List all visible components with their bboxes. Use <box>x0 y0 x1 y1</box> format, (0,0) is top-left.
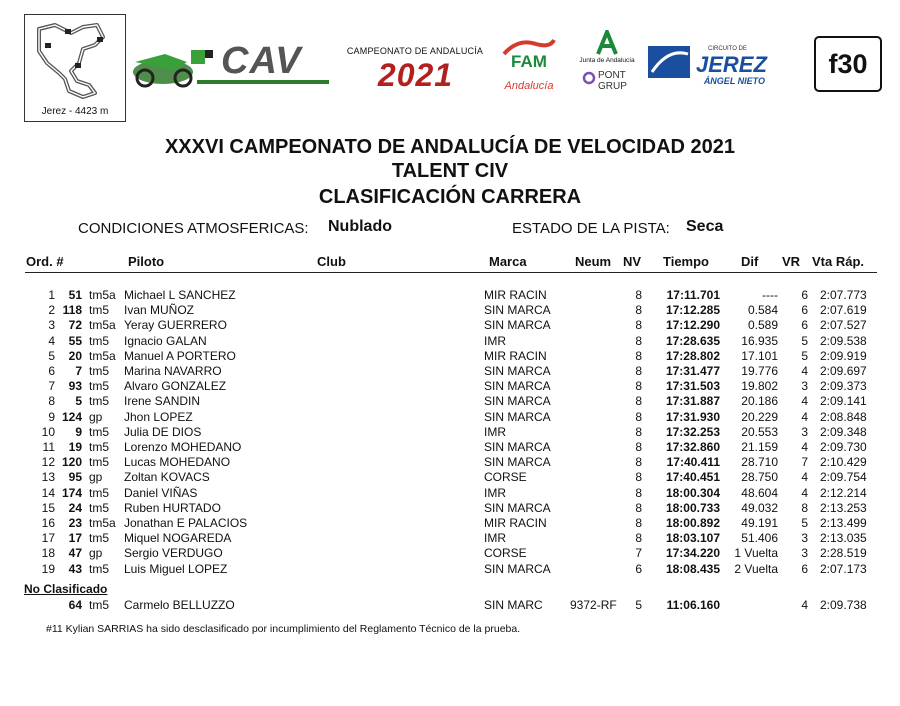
cell-vta: 2:13.035 <box>820 531 867 546</box>
cell-number: 19 <box>68 440 82 454</box>
cell-nv: 8 <box>635 424 642 439</box>
cell-dif: 20.186 <box>741 394 778 409</box>
cell-piloto: Manuel A PORTERO <box>124 348 236 363</box>
cell-vta: 2:07.773 <box>820 288 867 302</box>
pontgrup-text: PONT GRUP <box>598 70 627 92</box>
cell-dif: ---- <box>762 288 778 302</box>
cell-piloto: Ruben HURTADO <box>124 500 221 515</box>
cell-dif: 28.710 <box>741 455 778 470</box>
cell-piloto: Lucas MOHEDANO <box>124 455 231 470</box>
cell-club: tm5 <box>89 561 110 576</box>
table-row <box>0 486 900 501</box>
track-map-box <box>24 14 126 122</box>
cell-piloto: Sergio VERDUGO <box>124 546 223 561</box>
cell-number: 23 <box>68 516 82 530</box>
cell-vr: 4 <box>801 394 808 409</box>
cell-piloto: Miquel NOGAREDA <box>124 531 232 546</box>
cell-nv: 8 <box>635 500 642 515</box>
col-header-nv: NV <box>623 254 642 269</box>
junta-a-icon <box>576 30 638 56</box>
cell-vta: 2:12.214 <box>820 485 867 500</box>
cell-vta: 2:09.697 <box>820 364 867 378</box>
table-row <box>0 562 900 577</box>
cell-vta: 2:09.373 <box>820 379 867 394</box>
cell-vr: 3 <box>801 424 808 439</box>
cell-vta: 2:09.738 <box>820 598 867 612</box>
cell-vta: 2:07.619 <box>820 303 867 318</box>
pontgrup-icon <box>582 70 596 86</box>
cell-tiempo: 17:28.635 <box>665 333 720 348</box>
track-length-label: Jerez - 4423 m <box>41 106 109 117</box>
cell-ord: 17 <box>41 531 55 546</box>
cell-marca: SIN MARCA <box>484 364 551 378</box>
cell-piloto: Ignacio GALAN <box>124 333 207 348</box>
cell-tiempo: 17:12.290 <box>665 318 720 333</box>
cell-tiempo: 17:34.220 <box>665 546 720 561</box>
cell-club: tm5 <box>89 455 110 470</box>
cell-tiempo: 17:32.253 <box>665 424 720 439</box>
col-header-club: Club <box>317 254 346 269</box>
cell-vta: 2:09.538 <box>820 333 867 348</box>
cell-number: 47 <box>68 546 82 561</box>
title-classification: CLASIFICACIÓN CARRERA <box>318 186 582 208</box>
cell-number: 43 <box>68 561 82 576</box>
cell-tiempo: 17:11.701 <box>666 288 720 302</box>
cell-piloto: Irene SANDIN <box>124 394 201 409</box>
cell-ord: 5 <box>48 348 55 363</box>
cell-tiempo: 11:06.160 <box>666 598 720 612</box>
table-row <box>0 470 900 485</box>
cell-piloto: Julia DE DIOS <box>124 424 202 439</box>
cell-tiempo: 17:12.285 <box>665 303 720 318</box>
cell-number: 51 <box>68 288 82 302</box>
table-row <box>0 364 900 379</box>
cell-piloto: Luis Miguel LOPEZ <box>124 561 228 576</box>
cell-vr: 3 <box>801 379 808 394</box>
col-header-vr: VR <box>782 254 801 269</box>
cell-dif: 0.584 <box>747 303 778 318</box>
cell-piloto: Jonathan E PALACIOS <box>124 516 248 530</box>
cell-club: tm5a <box>89 288 116 302</box>
col-header-tiempo: Tiempo <box>663 254 709 269</box>
cell-dif: 19.802 <box>741 379 778 394</box>
cell-vta: 2:09.730 <box>820 440 867 454</box>
cell-number: 7 <box>75 364 82 378</box>
cell-vta: 2:09.919 <box>820 348 867 363</box>
cell-dif: 49.191 <box>741 516 778 530</box>
cell-dif: 20.553 <box>741 424 778 439</box>
cell-marca: CORSE <box>484 470 527 485</box>
cell-number: 124 <box>61 409 82 424</box>
cell-vr: 4 <box>801 409 808 424</box>
cell-vr: 7 <box>801 455 808 470</box>
col-header-ord: Ord. # <box>26 254 64 269</box>
table-row <box>0 425 900 440</box>
cell-number: 93 <box>68 379 82 394</box>
cell-marca: SIN MARCA <box>484 500 551 515</box>
fam-logo-text: FAM <box>511 52 547 71</box>
cell-tiempo: 17:31.887 <box>665 394 720 409</box>
cell-tiempo: 17:40.451 <box>665 470 720 485</box>
junta-logo <box>576 30 638 98</box>
cell-marca: MIR RACIN <box>484 348 547 363</box>
table-row <box>0 440 900 455</box>
cell-nv: 8 <box>635 348 642 363</box>
cell-club: tm5 <box>89 440 110 454</box>
table-row <box>0 455 900 470</box>
cell-dif: 2 Vuelta <box>734 561 778 576</box>
cell-marca: SIN MARC <box>484 598 543 612</box>
table-row <box>0 546 900 561</box>
cell-marca: SIN MARCA <box>484 318 551 333</box>
cell-tiempo: 17:28.802 <box>665 348 720 363</box>
cell-ord: 1 <box>48 288 55 302</box>
cell-club: tm5 <box>89 394 110 409</box>
col-header-neum: Neum <box>575 254 612 269</box>
cell-vr: 4 <box>801 440 808 454</box>
jerez-swoosh-icon <box>648 44 692 80</box>
track-state-label: ESTADO DE LA PISTA: <box>512 220 670 237</box>
document-code-badge: f30 <box>814 36 882 92</box>
cell-piloto: Ivan MUÑOZ <box>124 303 195 318</box>
fam-logo <box>496 36 562 98</box>
cell-marca: CORSE <box>484 546 527 561</box>
cell-club: tm5a <box>89 516 116 530</box>
cell-nv: 8 <box>635 303 642 318</box>
cell-club: tm5 <box>89 333 110 348</box>
title-category: TALENT CIV <box>391 160 509 182</box>
cell-nv: 5 <box>635 598 642 612</box>
cell-vta: 2:09.348 <box>820 424 867 439</box>
cell-club: tm5 <box>89 364 110 378</box>
table-row <box>0 410 900 425</box>
header-divider <box>25 272 877 273</box>
cell-vr: 6 <box>801 303 808 318</box>
cell-ord: 8 <box>48 394 55 409</box>
cell-vr: 8 <box>801 500 808 515</box>
cell-nv: 8 <box>635 394 642 409</box>
cell-nv: 8 <box>635 288 642 302</box>
cell-ord: 12 <box>41 455 55 470</box>
cell-piloto: Carmelo BELLUZZO <box>124 598 235 612</box>
fam-sub-text: Andalucía <box>504 80 554 92</box>
no-clasificado-title: No Clasificado <box>24 582 108 596</box>
cell-ord: 2 <box>48 303 55 318</box>
cell-vr: 3 <box>801 531 808 546</box>
table-row <box>0 598 900 613</box>
cell-piloto: Alvaro GONZALEZ <box>124 379 227 394</box>
cell-vta: 2:09.141 <box>820 394 867 409</box>
jerez-logo <box>648 44 770 80</box>
weather-value: Nublado <box>328 218 392 235</box>
cell-nv: 8 <box>635 409 642 424</box>
cell-ord: 9 <box>48 409 55 424</box>
cell-nv: 7 <box>635 546 642 561</box>
cell-number: 72 <box>68 318 82 333</box>
cell-vta: 2:07.527 <box>820 318 867 333</box>
table-row <box>0 349 900 364</box>
cell-number: 95 <box>68 470 82 485</box>
cell-club: gp <box>89 546 103 561</box>
cell-vr: 4 <box>801 470 808 485</box>
cell-number: 55 <box>68 333 82 348</box>
cell-marca: SIN MARCA <box>484 440 551 454</box>
cell-nv: 8 <box>635 485 642 500</box>
cell-club: tm5 <box>89 531 110 546</box>
title-championship: XXXVI CAMPEONATO DE ANDALUCÍA DE VELOCIDAD 2021 <box>164 136 736 158</box>
cell-piloto: Yeray GUERRERO <box>124 318 227 333</box>
col-header-piloto: Piloto <box>128 254 165 269</box>
cell-ord: 7 <box>48 379 55 394</box>
cell-club: tm5 <box>89 424 110 439</box>
table-row <box>0 501 900 516</box>
cell-club: tm5 <box>89 598 110 612</box>
cell-dif: 20.229 <box>741 409 778 424</box>
col-header-dif: Dif <box>741 254 759 269</box>
cell-vta: 2:09.754 <box>820 470 867 485</box>
cell-vta: 2:10.429 <box>820 455 867 470</box>
cell-club: tm5a <box>89 318 116 333</box>
disqualification-note: #11 Kylian SARRIAS ha sido desclasificado por incumplimiento del Reglamento Técnico de la prueba. <box>46 623 521 635</box>
cell-club: tm5 <box>89 485 110 500</box>
cav-logo <box>125 40 335 90</box>
cell-vr: 3 <box>801 546 808 561</box>
cell-vta: 2:08.848 <box>820 409 867 424</box>
cell-ord: 4 <box>48 333 55 348</box>
cell-marca: MIR RACIN <box>484 288 547 302</box>
col-header-marca: Marca <box>489 254 527 269</box>
cell-ord: 13 <box>41 470 55 485</box>
cell-nv: 8 <box>635 531 642 546</box>
cell-ord: 6 <box>48 364 55 378</box>
campeonato-year: 2021 <box>377 57 454 93</box>
cell-tiempo: 18:08.435 <box>665 561 720 576</box>
cell-club: tm5a <box>89 348 116 363</box>
cell-tiempo: 17:31.503 <box>665 379 720 394</box>
cell-club: tm5 <box>89 303 110 318</box>
weather-label: CONDICIONES ATMOSFERICAS: <box>78 220 309 237</box>
cell-dif: 17.101 <box>741 348 778 363</box>
cell-piloto: Lorenzo MOHEDANO <box>124 440 242 454</box>
cell-club: tm5 <box>89 379 110 394</box>
cell-ord: 15 <box>41 500 55 515</box>
cell-club: gp <box>89 470 103 485</box>
cell-ord: 18 <box>41 546 55 561</box>
cell-piloto: Jhon LOPEZ <box>124 409 193 424</box>
cell-piloto: Marina NAVARRO <box>124 364 222 378</box>
cell-number: 118 <box>62 303 82 318</box>
cell-tiempo: 18:03.107 <box>665 531 720 546</box>
cell-vta: 2:28.519 <box>820 546 867 561</box>
cell-number: 17 <box>68 531 82 546</box>
cell-tiempo: 18:00.892 <box>665 516 720 530</box>
cell-tiempo: 17:32.860 <box>665 440 720 454</box>
cell-tiempo: 18:00.733 <box>665 500 720 515</box>
cell-marca: MIR RACIN <box>484 516 547 530</box>
cell-piloto: Zoltan KOVACS <box>124 470 210 485</box>
jerez-sub: ÁNGEL NIETO <box>703 76 765 86</box>
cell-nv: 8 <box>635 440 642 454</box>
cell-marca: SIN MARCA <box>484 455 551 470</box>
cell-vta: 2:07.173 <box>820 561 867 576</box>
cell-tiempo: 18:00.304 <box>665 485 720 500</box>
cell-nv: 8 <box>635 470 642 485</box>
cell-dif: 21.159 <box>741 440 778 454</box>
cell-vta: 2:13.499 <box>820 516 867 530</box>
cell-ord: 14 <box>41 485 55 500</box>
cell-dif: 49.032 <box>741 500 778 515</box>
cell-number: 20 <box>68 348 82 363</box>
cell-tiempo: 17:31.477 <box>665 364 720 378</box>
cell-dif: 0.589 <box>747 318 778 333</box>
cell-marca: SIN MARCA <box>484 379 551 394</box>
cell-piloto: Daniel VIÑAS <box>124 485 198 500</box>
table-row <box>0 334 900 349</box>
jerez-circuit-top: CIRCUITO DE <box>708 46 747 52</box>
cell-vta: 2:13.253 <box>820 500 867 515</box>
cell-vr: 6 <box>801 318 808 333</box>
cell-number: 64 <box>68 598 82 612</box>
cell-neum: 9372-RF <box>570 598 617 612</box>
cell-nv: 8 <box>635 455 642 470</box>
cell-vr: 5 <box>801 348 808 363</box>
cell-vr: 4 <box>801 364 808 378</box>
cell-marca: SIN MARCA <box>484 409 551 424</box>
table-row <box>0 303 900 318</box>
cell-marca: SIN MARCA <box>484 561 551 576</box>
table-row <box>0 379 900 394</box>
cell-ord: 3 <box>48 318 55 333</box>
track-state-value: Seca <box>686 218 724 235</box>
track-map-icon <box>25 15 125 105</box>
cell-dif: 48.604 <box>741 485 778 500</box>
cell-ord: 19 <box>41 561 55 576</box>
cell-piloto: Michael L SANCHEZ <box>124 288 236 302</box>
cell-nv: 8 <box>635 379 642 394</box>
cell-dif: 28.750 <box>741 470 778 485</box>
jerez-logo-text: JEREZ <box>696 52 767 77</box>
cell-number: 120 <box>61 455 82 470</box>
junta-label: Junta de Andalucía <box>579 57 635 64</box>
table-row <box>0 531 900 546</box>
cell-marca: IMR <box>484 333 506 348</box>
cell-dif: 19.776 <box>741 364 778 378</box>
cell-ord: 11 <box>42 440 55 454</box>
cell-number: 5 <box>75 394 82 409</box>
cell-dif: 1 Vuelta <box>734 546 778 561</box>
cell-vr: 6 <box>801 561 808 576</box>
cell-vr: 4 <box>801 598 808 612</box>
cell-nv: 6 <box>635 561 642 576</box>
table-row <box>0 318 900 333</box>
table-row <box>0 516 900 531</box>
cav-logo-text: CAV <box>221 40 302 82</box>
cell-vr: 4 <box>801 485 808 500</box>
cell-marca: SIN MARCA <box>484 303 551 318</box>
cell-tiempo: 17:40.411 <box>666 455 720 470</box>
cell-nv: 8 <box>635 364 642 378</box>
cell-nv: 8 <box>635 516 642 530</box>
cell-dif: 51.406 <box>741 531 778 546</box>
col-header-vta: Vta Ráp. <box>812 254 865 269</box>
cell-club: tm5 <box>89 500 110 515</box>
cell-marca: IMR <box>484 485 506 500</box>
cell-nv: 8 <box>635 318 642 333</box>
cell-club: gp <box>89 409 103 424</box>
cell-tiempo: 17:31.930 <box>665 409 720 424</box>
cell-marca: IMR <box>484 531 506 546</box>
table-row <box>0 288 900 303</box>
cell-number: 24 <box>68 500 82 515</box>
cell-number: 9 <box>75 424 82 439</box>
cell-ord: 10 <box>41 424 55 439</box>
cell-dif: 16.935 <box>741 333 778 348</box>
campeonato-label: CAMPEONATO DE ANDALUCÍA <box>346 46 484 56</box>
cell-marca: IMR <box>484 424 506 439</box>
table-row <box>0 394 900 409</box>
cell-vr: 6 <box>801 288 808 302</box>
cell-nv: 8 <box>635 333 642 348</box>
cell-ord: 16 <box>41 516 55 530</box>
cell-marca: SIN MARCA <box>484 394 551 409</box>
cell-number: 174 <box>61 485 82 500</box>
cell-vr: 5 <box>801 516 808 530</box>
cell-vr: 5 <box>801 333 808 348</box>
